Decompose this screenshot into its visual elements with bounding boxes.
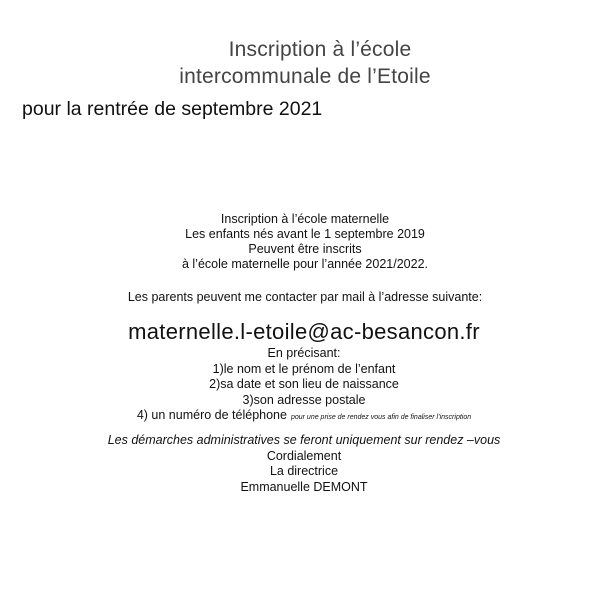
appointment-notice: Les démarches administratives se feront uniquement sur rendez –vous	[107, 433, 501, 447]
closing-block	[0, 433, 600, 495]
title-line-1: Inscription à l’école	[228, 38, 412, 61]
precision-item-text: 4) un numéro de téléphone	[136, 408, 287, 422]
signature-name: Emmanuelle DEMONT	[240, 479, 368, 494]
signature-role: La directrice	[269, 464, 339, 478]
precision-item: 3)son adresse postale	[242, 392, 366, 407]
document-header	[0, 36, 600, 120]
precision-item: 2)sa date et son lieu de naissance	[209, 377, 399, 391]
greeting: Cordialement	[266, 448, 342, 463]
contact-intro: Les parents peuvent me contacter par mail à l’adresse suivante:	[127, 290, 483, 304]
maternelle-line: à l’école maternelle pour l’année 2021/2022.	[181, 257, 428, 271]
precision-item: 1)le nom et le prénom de l’enfant	[212, 361, 396, 376]
title-line-3: pour la rentrée de septembre 2021	[22, 98, 323, 120]
precision-item-note: pour une prise de rendez vous afin de finaliser l’inscription	[290, 414, 472, 421]
precision-item	[8, 408, 600, 426]
title-line-2: intercommunale de l’Etoile	[179, 65, 431, 88]
contact-email: maternelle.l-etoile@ac-besancon.fr	[128, 319, 480, 344]
precisions-list	[0, 346, 600, 426]
maternelle-info	[0, 212, 600, 272]
maternelle-line: Les enfants nés avant le 1 septembre 2019	[185, 227, 425, 241]
precisions-heading: En précisant:	[267, 346, 341, 360]
maternelle-line: Peuvent être inscrits	[248, 242, 362, 256]
maternelle-line: Inscription à l’école maternelle	[220, 212, 390, 226]
